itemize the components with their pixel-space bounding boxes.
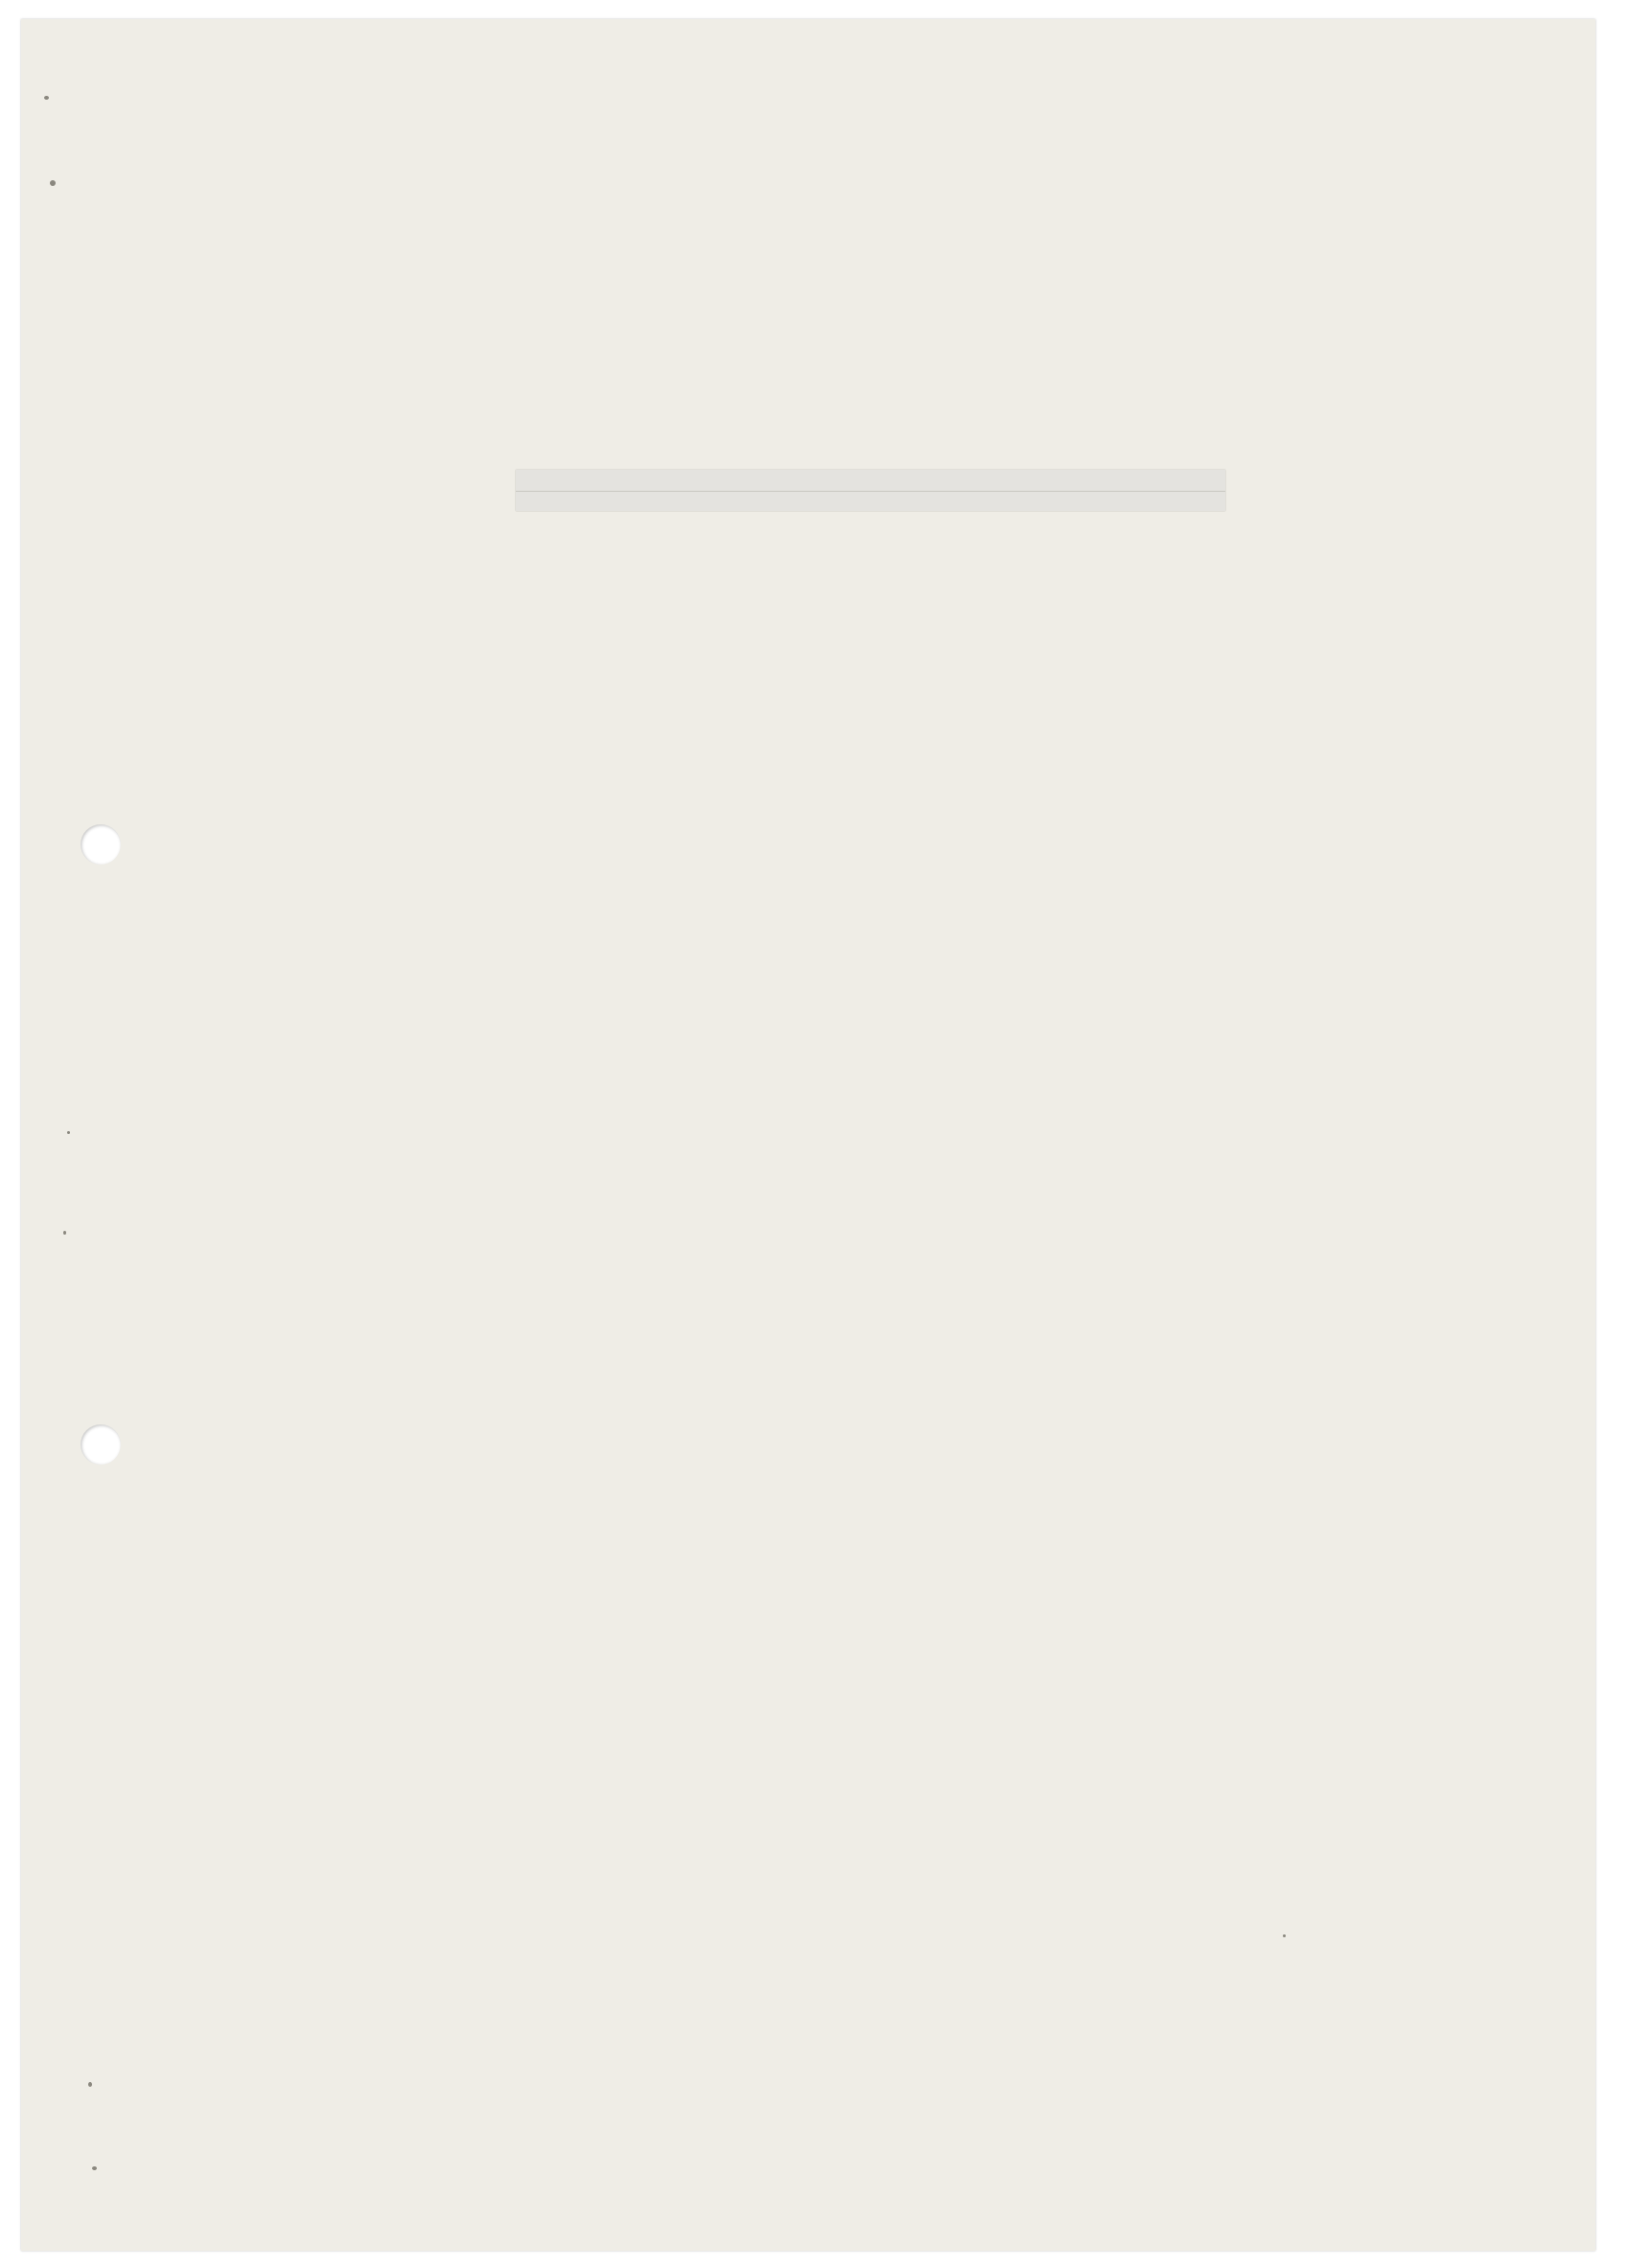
margin-speck: [67, 1131, 70, 1134]
margin-speck: [50, 180, 56, 186]
margin-speck: [44, 96, 49, 100]
punch-hole: [81, 1424, 121, 1465]
margin-speck: [1283, 1934, 1286, 1937]
clipping-bottom-piece: [516, 492, 1225, 511]
clipping-top-piece: [516, 470, 1225, 492]
text-clipping: [516, 470, 1225, 511]
margin-speck: [92, 2166, 97, 2170]
margin-speck: [88, 2082, 92, 2087]
scanned-page: [21, 19, 1595, 2251]
margin-speck: [63, 1231, 66, 1235]
punch-hole: [81, 824, 121, 865]
